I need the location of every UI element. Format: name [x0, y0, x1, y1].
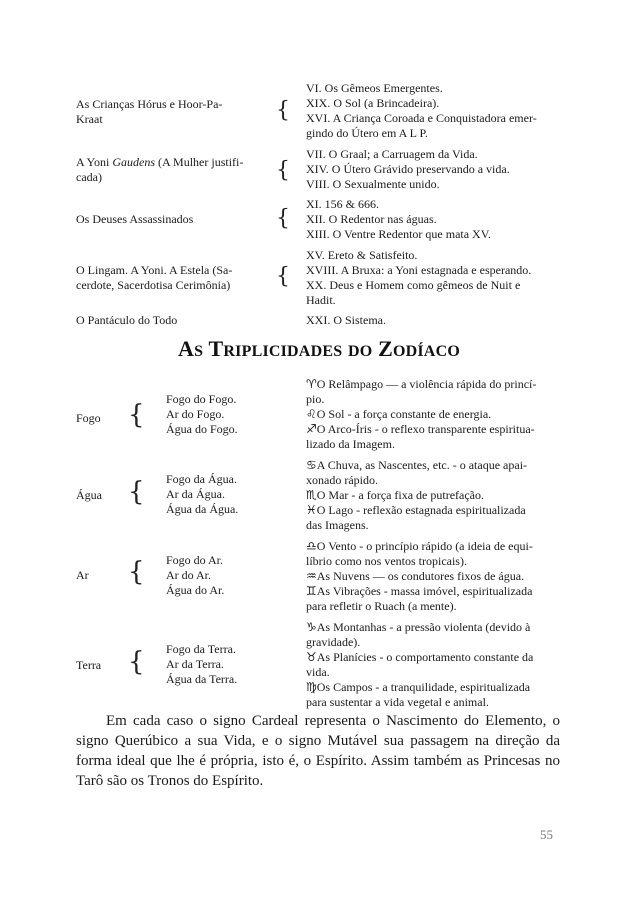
ar-mid-1: Fogo do Ar.	[166, 553, 224, 567]
right-cell-1d: gindo do Útero em A L P.	[306, 126, 428, 140]
terra-desc-4: vida.	[306, 665, 330, 679]
ar-desc-2: líbrio como nos ventos tropicais).	[306, 554, 467, 568]
agua-desc-2: xonado rápido.	[306, 473, 378, 487]
gemini-icon: ♊	[306, 584, 317, 598]
right-cell-2a: VII. O Graal; a Carruagem da Vida.	[306, 147, 478, 161]
ar-mid-2: Ar do Ar.	[166, 568, 211, 582]
terra-desc-3: ♉As Planícies - o comportamento constante da	[306, 650, 534, 664]
ar-desc-4: ♊As Vibrações - massa imóvel, espiritualizada	[306, 584, 533, 598]
cancer-icon: ♋	[306, 458, 317, 472]
left-cell-1a: As Crianças Hórus e Hoor-Pa-	[76, 97, 223, 111]
agua-desc-3: ♏O Mar - a força fixa de putrefação.	[306, 488, 485, 502]
terra-desc-2: gravidade).	[306, 635, 361, 649]
left-cell-4b: cerdote, Sacerdotisa Cerimônia)	[76, 278, 231, 292]
right-cell-4d: Hadit.	[306, 293, 336, 307]
ar-desc-5: para refletir o Ruach (a mente).	[306, 599, 457, 613]
terra-mid-3: Água da Terra.	[166, 672, 238, 686]
terra-desc-5: ♍Os Campos - a tranquilidade, espiritualizada	[306, 680, 531, 694]
brace: {	[276, 206, 290, 231]
fogo-desc-1: ♈O Relâmpago — a violência rápida do princí-	[306, 377, 537, 391]
capricorn-icon: ♑	[306, 620, 317, 634]
body-paragraph: Em cada caso o signo Cardeal representa o Nascimento do Elemento, o signo Querúbico a sua Vida, e o signo Mutável sua passagem na direção da forma ideal que lhe é própria, isto é, o Espírito. Assim também as Princesas no Tarô são os Tronos do Espírito.	[76, 713, 560, 789]
left-cell-4a: O Lingam. A Yoni. A Estela (Sa-	[76, 263, 233, 277]
agua-mid-1: Fogo da Água.	[166, 472, 237, 486]
scorpio-icon: ♏	[306, 488, 317, 502]
brace: {	[128, 400, 145, 430]
fogo-desc-3: ♌O Sol - a força constante de energia.	[306, 407, 492, 421]
right-cell-2c: VIII. O Sexualmente unido.	[306, 177, 440, 191]
terra-desc-6: para sustentar a vida vegetal e animal.	[306, 695, 489, 709]
left-cell-5: O Pantáculo do Todo	[76, 313, 178, 327]
right-cell-1a: VI. Os Gêmeos Emergentes.	[306, 81, 443, 95]
fogo-desc-5: lizado da Imagem.	[306, 437, 395, 451]
left-cell-1b: Kraat	[76, 112, 103, 126]
aquarius-icon: ♒	[306, 569, 317, 583]
ar-desc-3: ♒As Nuvens — os condutores fixos de água.	[306, 569, 525, 583]
leo-icon: ♌	[306, 407, 317, 421]
agua-mid-3: Água da Água.	[166, 502, 239, 516]
agua-mid-2: Ar da Água.	[166, 487, 225, 501]
virgo-icon: ♍	[306, 680, 317, 694]
right-cell-4a: XV. Ereto & Satisfeito.	[306, 248, 418, 262]
right-cell-2b: XIV. O Útero Grávido preservando a vida.	[306, 162, 510, 176]
element-fogo: Fogo	[76, 411, 101, 425]
agua-desc-4: ♓O Lago - reflexão estagnada espiritualizada	[306, 503, 526, 517]
emphasis-gaudens: Gaudens	[112, 155, 156, 169]
section-title: AS TRIPLICIDADES DO ZODÍACO	[178, 336, 460, 361]
brace: {	[276, 264, 290, 289]
libra-icon: ♎	[306, 539, 317, 553]
right-cell-3a: XI. 156 & 666.	[306, 197, 379, 211]
right-cell-5: XXI. O Sistema.	[306, 313, 386, 327]
page-number: 55	[540, 827, 553, 842]
left-cell-3: Os Deuses Assassinados	[76, 212, 194, 226]
fogo-mid-1: Fogo do Fogo.	[166, 392, 237, 406]
agua-desc-1: ♋A Chuva, as Nascentes, etc. - o ataque apai-	[306, 458, 528, 472]
element-terra: Terra	[76, 658, 102, 672]
aries-icon: ♈	[306, 377, 317, 391]
left-cell-2b: cada)	[76, 170, 102, 184]
brace: {	[128, 557, 145, 587]
ar-desc-1: ♎O Vento - o princípio rápido (a ideia de equi-	[306, 539, 533, 553]
right-cell-1b: XIX. O Sol (a Brincadeira).	[306, 96, 440, 110]
fogo-desc-4: ♐O Arco-Íris - o reflexo transparente espiritua-	[306, 422, 535, 436]
sagittarius-icon: ♐	[306, 422, 317, 436]
brace: {	[128, 477, 145, 507]
fogo-mid-3: Água do Fogo.	[166, 422, 238, 436]
right-cell-4b: XVIII. A Bruxa: a Yoni estagnada e esperando.	[306, 263, 532, 277]
left-cell-2a: A Yoni Gaudens (A Mulher justifi-	[76, 155, 244, 169]
element-agua: Água	[76, 488, 102, 502]
brace: {	[276, 158, 290, 183]
terra-desc-1: ♑As Montanhas - a pressão violenta (devido à	[306, 620, 531, 634]
right-cell-3c: XIII. O Ventre Redentor que mata XV.	[306, 227, 491, 241]
fogo-desc-2: pio.	[306, 392, 325, 406]
taurus-icon: ♉	[306, 650, 317, 664]
right-cell-3b: XII. O Redentor nas águas.	[306, 212, 437, 226]
agua-desc-5: das Imagens.	[306, 518, 369, 532]
brace: {	[128, 647, 145, 677]
brace: {	[276, 98, 290, 123]
right-cell-4c: XX. Deus e Homem como gêmeos de Nuit e	[306, 278, 521, 292]
element-ar: Ar	[76, 568, 89, 582]
right-cell-1c: XVI. A Criança Coroada e Conquistadora emer-	[306, 111, 537, 125]
terra-mid-2: Ar da Terra.	[166, 657, 224, 671]
ar-mid-3: Água do Ar.	[166, 583, 225, 597]
pisces-icon: ♓	[306, 503, 317, 517]
terra-mid-1: Fogo da Terra.	[166, 642, 236, 656]
fogo-mid-2: Ar do Fogo.	[166, 407, 225, 421]
